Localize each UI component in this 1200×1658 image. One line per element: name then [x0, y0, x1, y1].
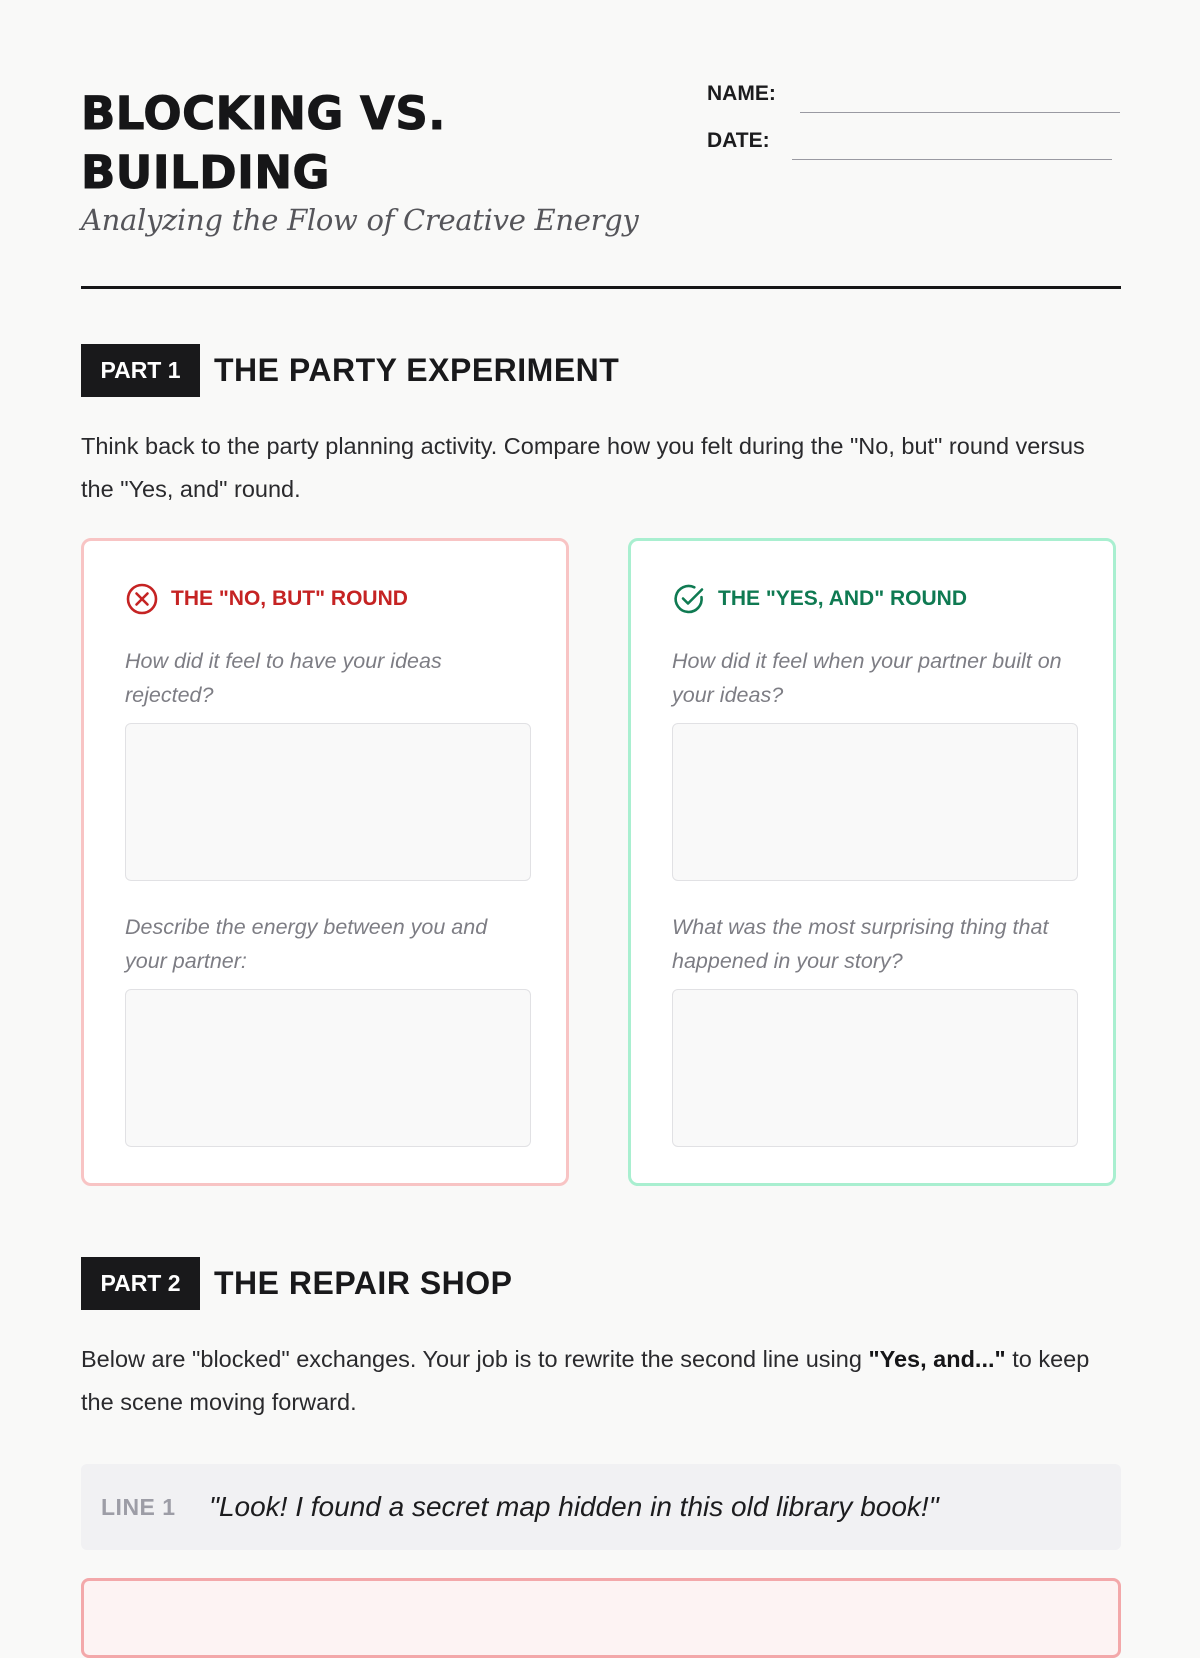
name-label: NAME:: [707, 82, 776, 105]
part2-instructions-end: to keep the scene moving forward.: [81, 1346, 1090, 1415]
part2-instructions-emphasis: "Yes, and...": [868, 1346, 1006, 1372]
blocked-line-1: [81, 1464, 1121, 1550]
yes-and-card-title: THE "YES, AND" ROUND: [718, 587, 967, 610]
line-1-label: LINE 1: [101, 1494, 176, 1520]
part1-title: THE PARTY EXPERIMENT: [214, 352, 620, 388]
header-divider: [81, 286, 1121, 289]
no-but-card-title: THE "NO, BUT" ROUND: [171, 587, 408, 610]
yes-and-card-header: [672, 582, 1092, 616]
no-but-answer-2[interactable]: [125, 989, 531, 1147]
date-underline[interactable]: [792, 159, 1112, 160]
date-field[interactable]: [707, 129, 1123, 161]
x-circle-icon: [125, 582, 159, 616]
worksheet-page: [81, 0, 1121, 1600]
line-2-rewrite-box[interactable]: [81, 1578, 1121, 1658]
part1-instructions: Think back to the party planning activity. Compare how you felt during the "No, but" round versus the "Yes, and" round.: [81, 433, 1085, 502]
yes-and-answer-2[interactable]: [672, 989, 1078, 1147]
no-but-card-header: [125, 582, 545, 616]
line-1-quote: "Look! I found a secret map hidden in this old library book!": [209, 1491, 939, 1522]
no-but-card: [81, 538, 569, 1186]
yes-and-card: [628, 538, 1116, 1186]
part1-header: [81, 344, 1121, 397]
part1-tag: PART 1: [81, 344, 200, 397]
no-but-question-2: Describe the energy between you and your partner:: [125, 915, 488, 973]
yes-and-question-1: How did it feel when your partner built on your ideas?: [672, 649, 1062, 707]
part2-tag: PART 2: [81, 1257, 200, 1310]
part2-header: [81, 1257, 1121, 1310]
no-but-answer-1[interactable]: [125, 723, 531, 881]
name-underline[interactable]: [800, 112, 1120, 113]
worksheet-subtitle: Analyzing the Flow of Creative Energy: [81, 203, 639, 237]
check-circle-icon: [672, 582, 706, 616]
no-but-question-1: How did it feel to have your ideas rejected?: [125, 649, 442, 707]
part2-instructions: [81, 1338, 1121, 1424]
worksheet-title: BLOCKING VS. BUILDING: [81, 87, 446, 199]
yes-and-question-2: What was the most surprising thing that happened in your story?: [672, 915, 1049, 973]
date-label: DATE:: [707, 129, 770, 152]
part2-instructions-start: Below are "blocked" exchanges. Your job is to rewrite the second line using: [81, 1346, 869, 1372]
part2-title: THE REPAIR SHOP: [214, 1265, 513, 1301]
yes-and-answer-1[interactable]: [672, 723, 1078, 881]
name-field[interactable]: [707, 82, 1123, 114]
